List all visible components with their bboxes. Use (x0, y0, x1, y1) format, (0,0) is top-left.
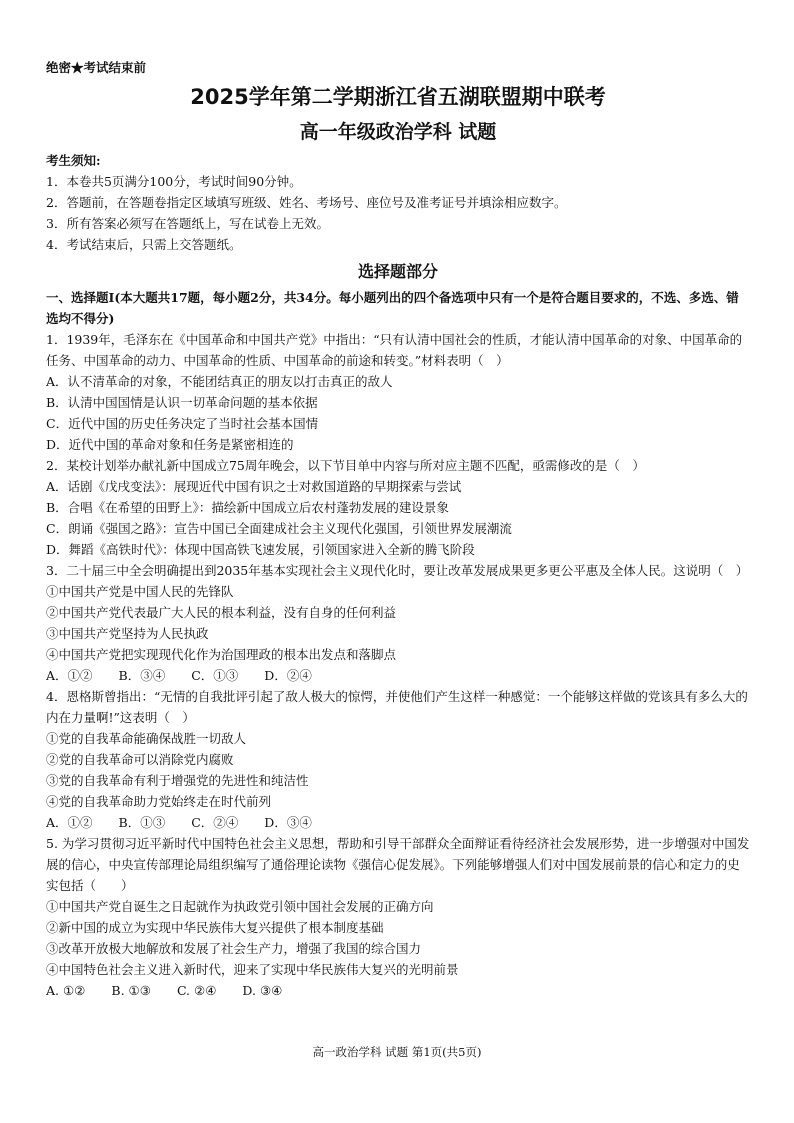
answer-choices (46, 812, 750, 833)
section-title: 选择题部分 (357, 262, 438, 281)
statement: ③中国共产党坚持为人民执政 (46, 626, 209, 641)
part-heading: 一、选择题Ⅰ(本大题共17题，每小题2分，共34分。每小题列出的四个备选项中只有一个是符合题目要求的，不选、多选、错选均不得分) (46, 290, 739, 326)
statement: ①中国共产党是中国人民的先锋队 (46, 584, 234, 599)
question-stem: 5. 为学习贯彻习近平新时代中国特色社会主义思想，帮助和引导干部群众全面辩证看待经济社会发展形势，进一步增强对中国发展的信心，中央宣传部理论局组织编写了通俗理论读物《强信心促发展》。下列能够增强人们对中国发展前景的信心和定力的史实包括（ ） (46, 836, 750, 893)
statement: ④中国共产党把实现现代化作为治国理政的根本出发点和落脚点 (46, 647, 397, 662)
question-4 (46, 686, 750, 833)
option: A．话剧《戊戌变法》：展现近代中国有识之士对救国道路的早期探索与尝试 (46, 479, 462, 494)
statement: ②新中国的成立为实现中华民族伟大复兴提供了根本制度基础 (46, 920, 384, 935)
question-2 (46, 455, 750, 560)
exam-page (46, 58, 750, 1001)
notice-item: 1．本卷共5页满分100分，考试时间90分钟。 (46, 174, 302, 189)
choice: B. ①③ (111, 983, 151, 998)
answer-choices (46, 980, 750, 1001)
option: B．认清中国国情是认识一切革命问题的基本依据 (46, 395, 318, 410)
statement: ②中国共产党代表最广大人民的根本利益，没有自身的任何利益 (46, 605, 397, 620)
choice: A．①② (46, 815, 93, 830)
answer-choices (46, 665, 750, 686)
secret-label: 绝密★考试结束前 (46, 60, 147, 75)
option: A．认不清革命的对象，不能团结真正的朋友以打击真正的敌人 (46, 374, 393, 389)
option: C．近代中国的历史任务决定了当时社会基本国情 (46, 416, 319, 431)
question-3 (46, 560, 750, 686)
question-stem: 3．二十届三中全会明确提出到2035年基本实现社会主义现代化时，要让改革发展成果更多更公平惠及全体人民。这说明（ ） (46, 563, 749, 578)
question-5 (46, 833, 750, 1001)
statement: ②党的自我革命可以消除党内腐败 (46, 752, 234, 767)
option: B．合唱《在希望的田野上》：描绘新中国成立后农村蓬勃发展的建设景象 (46, 500, 449, 515)
choice: B．①③ (118, 815, 166, 830)
statement: ①党的自我革命能确保战胜一切敌人 (46, 731, 247, 746)
page-footer: 高一政治学科 试题 第1页(共5页) (312, 1045, 482, 1059)
notice-item: 2．答题前，在答题卷指定区域填写班级、姓名、考场号、座位号及准考证号并填涂相应数字。 (46, 195, 567, 210)
option: D．舞蹈《高铁时代》：体现中国高铁飞速发展，引领国家进入全新的腾飞阶段 (46, 542, 475, 557)
choice: B．③④ (118, 668, 166, 683)
statement: ④中国特色社会主义进入新时代，迎来了实现中华民族伟大复兴的光明前景 (46, 962, 459, 977)
option: D．近代中国的革命对象和任务是紧密相连的 (46, 437, 294, 452)
notice-item: 4．考试结束后，只需上交答题纸。 (46, 237, 242, 252)
choice: C. ②④ (176, 983, 217, 998)
statement: ③改革开放极大地解放和发展了社会生产力，增强了我国的综合国力 (46, 941, 422, 956)
choice: D．③④ (264, 815, 312, 830)
statement: ①中国共产党自诞生之日起就作为执政党引领中国社会发展的正确方向 (46, 899, 434, 914)
notice-item: 3．所有答案必须写在答题纸上，写在试卷上无效。 (46, 216, 329, 231)
choice: C．①③ (191, 668, 239, 683)
choice: C．②④ (191, 815, 239, 830)
choice: D. ③④ (242, 983, 283, 998)
choice: D．②④ (264, 668, 312, 683)
choice: A. ①② (46, 983, 86, 998)
notice-heading: 考生须知: (46, 153, 101, 168)
question-stem: 4．恩格斯曾指出：“无情的自我批评引起了敌人极大的惊愕，并使他们产生这样一种感觉：一个能够这样做的党该具有多么大的内在力量啊!”这表明（ ） (46, 689, 748, 725)
statement: ④党的自我革命助力党始终走在时代前列 (46, 794, 272, 809)
question-stem: 1．1939年，毛泽东在《中国革命和中国共产党》中指出：“只有认清中国社会的性质，才能认清中国革命的对象、中国革命的任务、中国革命的动力、中国革命的性质、中国革命的前途和转变。”材料表明（ ） (46, 332, 743, 368)
notice-block (46, 150, 750, 255)
exam-title: 2025学年第二学期浙江省五湖联盟期中联考 (190, 85, 606, 109)
option: C．朗诵《强国之路》：宣告中国已全面建成社会主义现代化强国，引领世界发展潮流 (46, 521, 512, 536)
statement: ③党的自我革命有利于增强党的先进性和纯洁性 (46, 773, 309, 788)
question-stem: 2．某校计划举办献礼新中国成立75周年晚会，以下节目单中内容与所对应主题不匹配，亟需修改的是（ ） (46, 458, 645, 473)
question-1 (46, 329, 750, 455)
choice: A．①② (46, 668, 93, 683)
exam-subtitle: 高一年级政治学科 试题 (299, 121, 497, 143)
